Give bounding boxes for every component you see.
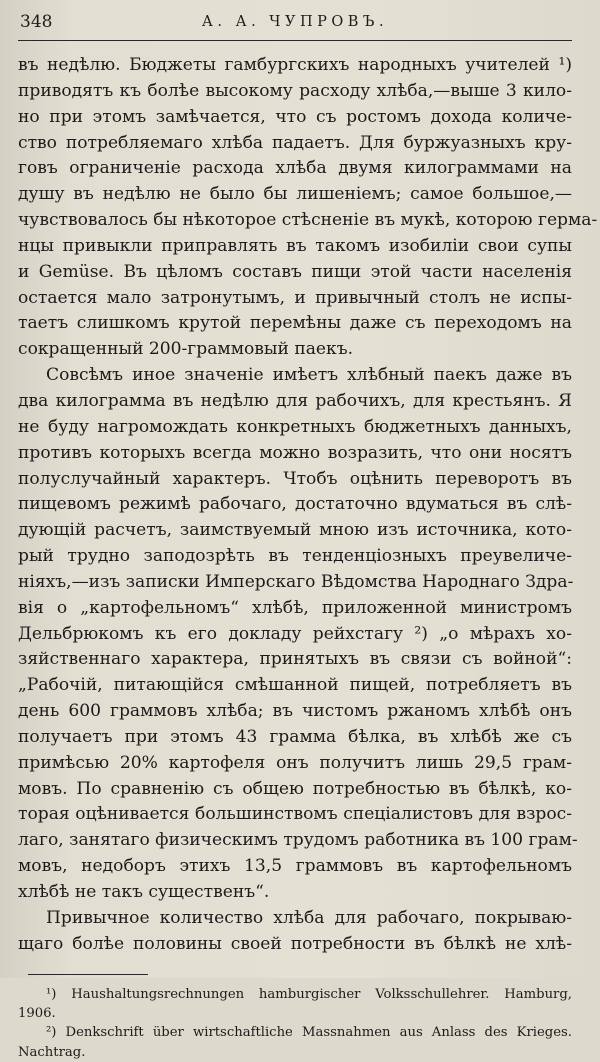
footnote-line: ²) Denkschrift über wirtschaftliche Massnahmen aus Anlass des Krieges. bbox=[46, 1025, 572, 1041]
text-line: щаго болѣе половины своей потребности въ бѣлкѣ не хлѣ- bbox=[18, 933, 572, 954]
text-line: чувствовалось бы нѣкоторое стѣсненіе въ мукѣ, которою герма- bbox=[18, 210, 598, 231]
text-line: дующій расчетъ, заимствуемый мною изъ источника, кото- bbox=[18, 520, 572, 541]
text-line: нцы привыкли приправлять въ такомъ изобиліи свои супы bbox=[18, 235, 572, 256]
text-line: противъ которыхъ всегда можно возразить, что они носятъ bbox=[18, 442, 572, 463]
text-line: мовъ, недоборъ этихъ 13,5 граммовъ въ картофельномъ bbox=[18, 856, 572, 877]
text-line: Совсѣмъ иное значеніе имѣетъ хлѣбный паекъ даже въ bbox=[46, 365, 572, 386]
text-line: Дельбрюкомъ къ его докладу рейхстагу ²) „о мѣрахъ хо- bbox=[18, 623, 572, 644]
text-line: рый трудно заподозрѣть въ тенденціозныхъ преувеличе- bbox=[18, 546, 572, 567]
text-line: мовъ. По сравненію съ общею потребностью въ бѣлкѣ, ко- bbox=[18, 778, 572, 799]
running-head: А. А. ЧУПРОВЪ. bbox=[201, 14, 389, 30]
page-number: 348 bbox=[20, 12, 53, 32]
text-line: приводятъ къ болѣе высокому расходу хлѣба,—выше 3 кило- bbox=[18, 80, 572, 101]
text-line: не буду нагромождать конкретныхъ бюджетныхъ данныхъ, bbox=[18, 416, 572, 437]
text-line: лаго, занятаго физическимъ трудомъ работника въ 100 грам- bbox=[18, 830, 578, 851]
footnote-line: Nachtrag. bbox=[18, 1044, 86, 1060]
text-line: полуслучайный характеръ. Чтобъ оцѣнить переворотъ въ bbox=[18, 468, 572, 489]
footnote-rule bbox=[28, 974, 148, 975]
text-line: ніяхъ,—изъ записки Имперскаго Вѣдомства Народнаго Здра- bbox=[18, 571, 574, 592]
text-line: день 600 граммовъ хлѣба; въ чистомъ ржаномъ хлѣбѣ онъ bbox=[18, 701, 572, 722]
text-line: въ недѣлю. Бюджеты гамбургскихъ народныхъ учителей ¹) bbox=[18, 55, 572, 75]
text-line: получаетъ при этомъ 43 грамма бѣлка, въ хлѣбѣ же съ bbox=[18, 726, 572, 747]
text-line: зяйственнаго характера, принятыхъ въ связи съ войной“: bbox=[18, 649, 572, 670]
footnote-line: ¹) Haushaltungsrechnungen hamburgischer Volksschullehrer. Hamburg, bbox=[46, 986, 572, 1002]
text-line: и Gemüse. Въ цѣломъ составъ пищи этой части населенія bbox=[18, 261, 572, 282]
body-text bbox=[18, 53, 598, 958]
text-line: остается мало затронутымъ, и привычный столъ не испы- bbox=[18, 287, 572, 308]
footnotes bbox=[18, 985, 572, 1062]
page-header bbox=[18, 10, 572, 40]
text-line: говъ ограниченіе расхода хлѣба двумя килограммами на bbox=[18, 158, 572, 179]
text-line: душу въ недѣлю не было бы лишеніемъ; самое большое,— bbox=[18, 184, 572, 205]
text-line: хлѣбѣ не такъ существенъ“. bbox=[18, 882, 270, 902]
text-line: Привычное количество хлѣба для рабочаго, покрываю- bbox=[46, 907, 572, 928]
text-line: торая оцѣнивается большинствомъ спеціалистовъ для взрос- bbox=[18, 804, 572, 825]
text-line: ство потребляемаго хлѣба падаетъ. Для буржуазныхъ кру- bbox=[18, 132, 572, 153]
text-line: но при этомъ замѣчается, что съ ростомъ дохода количе- bbox=[18, 106, 572, 127]
text-line: „Рабочій, питающійся смѣшанной пищей, потребляетъ въ bbox=[18, 675, 572, 696]
text-line: сокращенный 200-граммовый паекъ. bbox=[18, 339, 354, 360]
text-line: пищевомъ режимѣ рабочаго, достаточно вдуматься въ слѣ- bbox=[18, 494, 572, 515]
text-line: таетъ слишкомъ крутой перемѣны даже съ переходомъ на bbox=[18, 313, 572, 334]
text-line: примѣсью 20% картофеля онъ получитъ лишь 29,5 грам- bbox=[18, 752, 572, 773]
header-rule bbox=[18, 40, 572, 41]
footnote-line: 1906. bbox=[18, 1005, 56, 1021]
text-line: два килограмма въ недѣлю для рабочихъ, для крестьянъ. Я bbox=[18, 390, 572, 411]
text-line: вія о „картофельномъ“ хлѣбѣ, приложенной министромъ bbox=[18, 597, 572, 618]
